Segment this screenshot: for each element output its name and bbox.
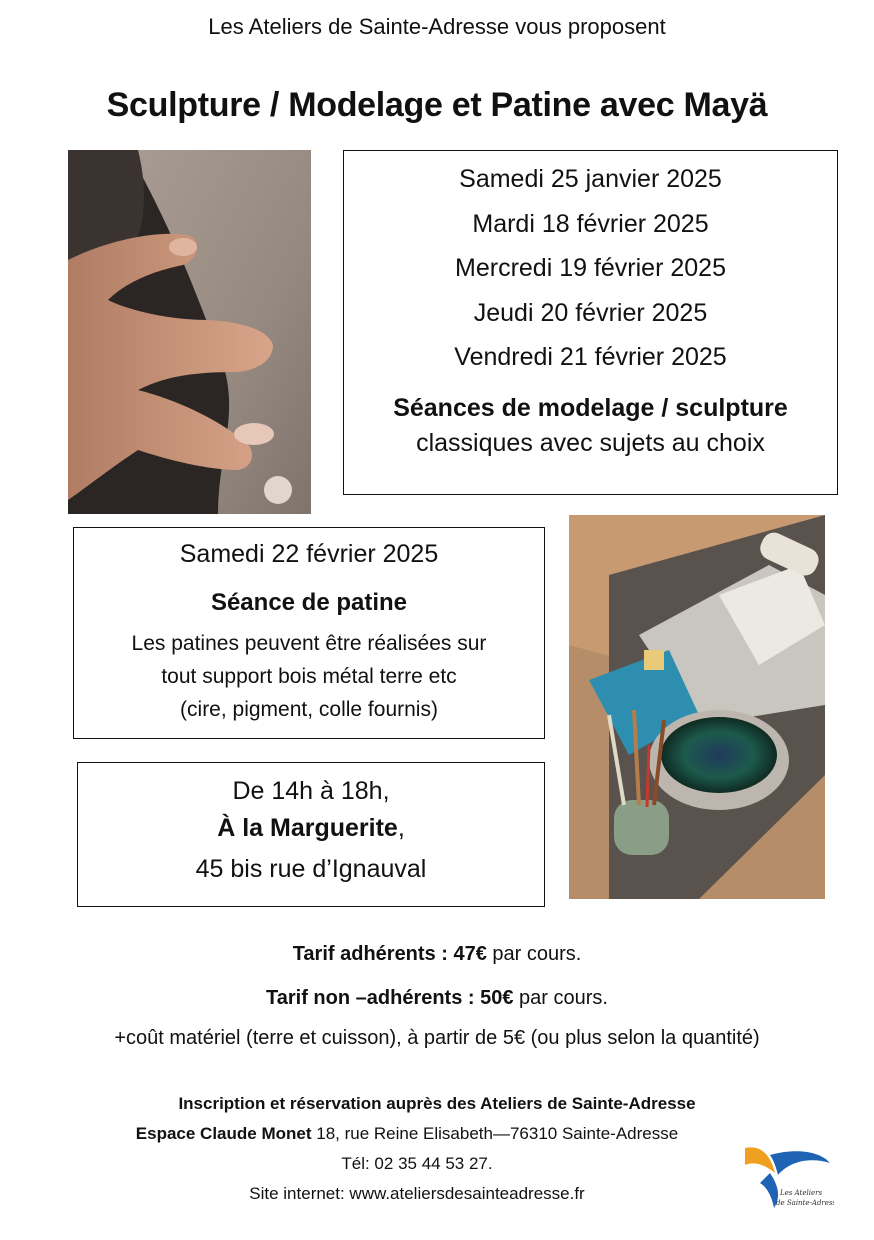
venue-name-contact: Espace Claude Monet — [135, 1124, 312, 1143]
ateliers-logo — [740, 1143, 834, 1218]
phone-number: Tél: 02 35 44 53 27. — [341, 1154, 493, 1173]
patine-box — [73, 527, 545, 739]
patine-desc-line: (cire, pigment, colle fournis) — [180, 698, 438, 721]
clay-hands-photo — [68, 150, 311, 514]
modelage-session-title: Séances de modelage / sculpture — [393, 393, 788, 422]
logo-line1: Les Ateliers — [780, 1189, 823, 1197]
patine-desc-line: tout support bois métal terre etc — [161, 665, 457, 688]
date-item: Vendredi 21 février 2025 — [454, 343, 727, 371]
website-link[interactable]: Site internet: www.ateliersdesainteadresse.fr — [249, 1184, 585, 1203]
registration-text: Inscription et réservation auprès des Ateliers de Sainte-Adresse — [178, 1094, 696, 1113]
members-suffix: par cours. — [486, 943, 582, 965]
venue-address-contact: 18, rue Reine Elisabeth—76310 Sainte-Adresse — [311, 1124, 679, 1143]
nonmembers-price: Tarif non –adhérents : 50€ — [266, 987, 514, 1009]
patine-title: Séance de patine — [210, 589, 408, 616]
time-range: De 14h à 18h, — [232, 777, 390, 805]
modelage-session-subtitle: classiques avec sujets au choix — [416, 428, 765, 457]
date-item: Jeudi 20 février 2025 — [473, 298, 708, 327]
material-cost: +coût matériel (terre et cuisson), à partir de 5€ (ou plus selon la quantité) — [114, 1027, 760, 1049]
location-box — [77, 762, 545, 907]
venue-suffix: , — [397, 814, 405, 842]
intro-text: Les Ateliers de Sainte-Adresse vous proposent — [208, 14, 666, 39]
patine-desc-line: Les patines peuvent être réalisées sur — [131, 632, 487, 655]
members-price: Tarif adhérents : 47€ — [292, 943, 487, 965]
venue-address: 45 bis rue d’Ignauval — [195, 855, 427, 883]
pricing-section — [0, 940, 874, 1052]
patina-tools-photo — [569, 515, 825, 899]
patine-date: Samedi 22 février 2025 — [179, 540, 439, 568]
date-item: Samedi 25 janvier 2025 — [459, 165, 722, 193]
venue-name: À la Marguerite — [217, 814, 398, 842]
page-title: Sculpture / Modelage et Patine avec Mayä — [106, 86, 768, 124]
logo-line2: de Sainte-Adresse — [776, 1199, 834, 1207]
date-item: Mardi 18 février 2025 — [472, 209, 709, 238]
nonmembers-suffix: par cours. — [513, 987, 608, 1009]
date-item: Mercredi 19 février 2025 — [455, 254, 726, 282]
modelage-dates-box — [343, 150, 838, 495]
